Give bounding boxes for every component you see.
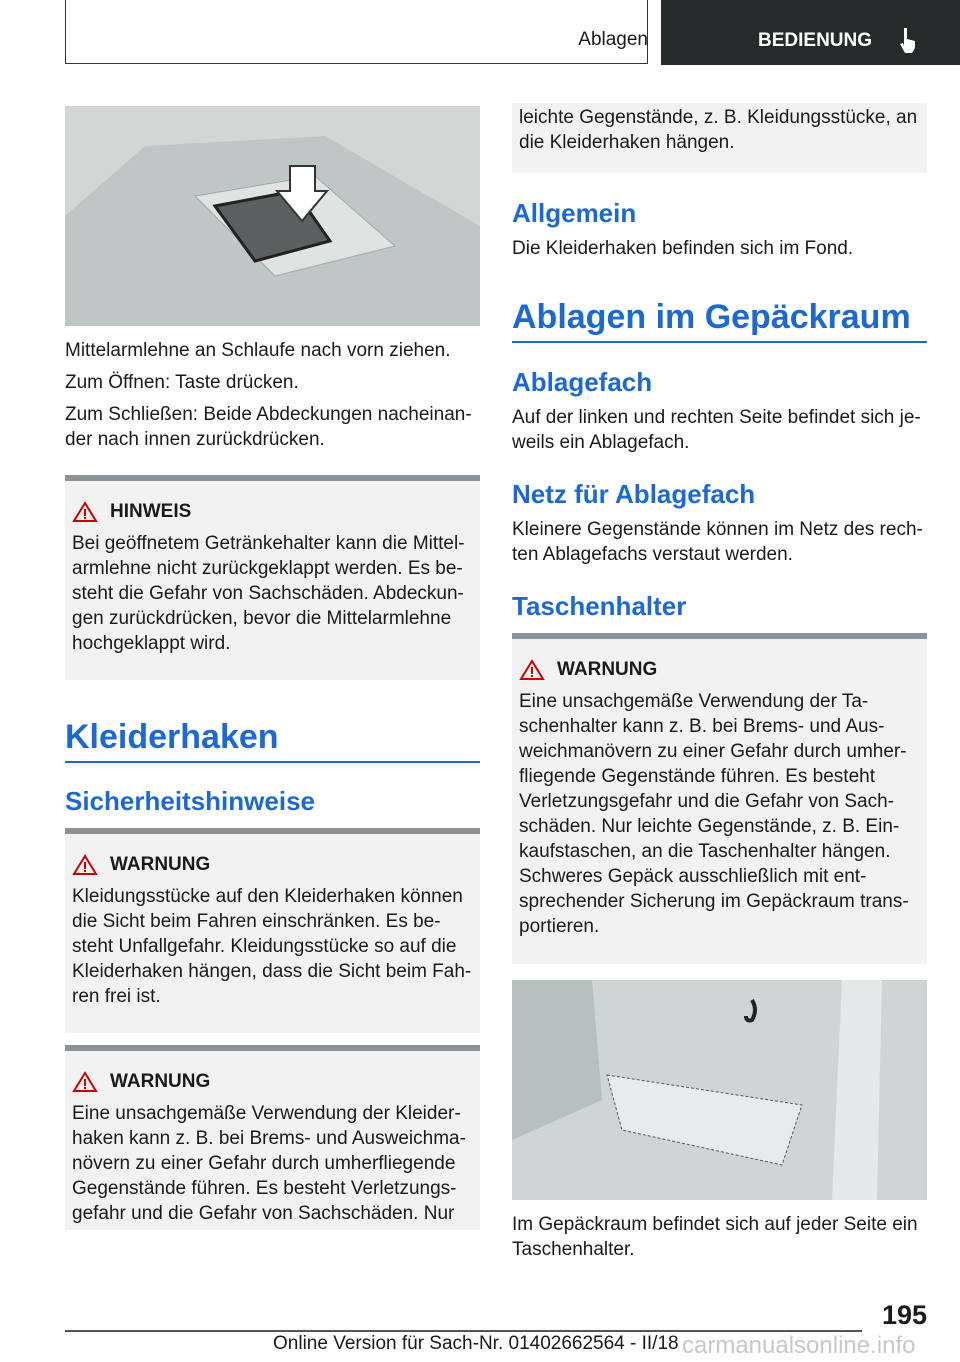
- warning-box: [65, 1045, 480, 1230]
- armrest-illustration: [65, 106, 480, 326]
- warning-title: WARNUNG: [557, 659, 658, 680]
- hand-pointer-icon: [897, 26, 919, 54]
- instruction-open: Zum Öffnen: Taste drücken.: [65, 372, 299, 393]
- heading-netz: Netz für Ablagefach: [512, 479, 756, 509]
- note-box: [65, 475, 480, 680]
- instruction-close: Zum Schließen: Beide Abdeckungen nacheinan-der nach innen zurückdrücken.: [65, 404, 472, 450]
- header-frame: [65, 0, 648, 64]
- warning-text: Eine unsachgemäße Verwendung der Ta-schenhalter kann z. B. bei Brems- und Aus-weichmanövern zu einer Gefahr durch umher-fliegende Gegenstände führen. Es besteht Verletzungsgefahr und die Gefahr von Sach-schäden. Nur leichte Gegenstände, z. B. Ein-kaufstaschen, an die Taschenhalter hängen. Schweres Gepäck ausschließlich mit ent-sprechender Sicherung im Gepäckraum trans-portieren.: [519, 691, 909, 937]
- netz-text: Kleinere Gegenstände können im Netz des rech-ten Ablagefachs verstaut werden.: [512, 519, 923, 565]
- heading-kleiderhaken: Kleiderhaken: [65, 718, 480, 763]
- warning-title: WARNUNG: [110, 1071, 211, 1092]
- warning-text: Kleidungsstücke auf den Kleiderhaken können die Sicht beim Fahren einschränken. Es be-steht Unfallgefahr. Kleidungsstücke so auf die Kleiderhaken hängen, dass die Sicht beim Fah-ren frei ist.: [72, 886, 472, 1007]
- warning-title: WARNUNG: [110, 854, 211, 875]
- trunk-image: [512, 980, 927, 1200]
- page-number: 195: [881, 1300, 927, 1330]
- warning-box: [512, 633, 927, 964]
- chapter-tab[interactable]: [661, 0, 960, 65]
- instruction-pull: Mittelarmlehne an Schlaufe nach vorn ziehen.: [65, 340, 451, 361]
- allgemein-text: Die Kleiderhaken befinden sich im Fond.: [512, 238, 854, 259]
- note-title: HINWEIS: [110, 501, 192, 522]
- section-title: Ablagen: [578, 29, 648, 50]
- warning-continued: [512, 103, 927, 173]
- ablagefach-text: Auf der linken und rechten Seite befindet sich je-weils ein Ablagefach.: [512, 407, 921, 453]
- note-text: Bei geöffnetem Getränkehalter kann die Mittel-armlehne nicht zurückgeklappt werden. Es be-steht die Gefahr von Sachschäden. Abdeckun-gen zurückdrücken, bevor die Mittelarmlehne hochgeklappt wird.: [72, 533, 465, 654]
- warning-triangle-icon: [519, 659, 545, 681]
- heading-sicherheitshinweise: Sicherheitshinweise: [65, 786, 315, 816]
- heading-ablagefach: Ablagefach: [512, 367, 653, 397]
- armrest-image: [65, 106, 480, 326]
- chapter-title: BEDIENUNG: [758, 30, 873, 51]
- footer-version: Online Version für Sach-Nr. 01402662564 - II/18: [273, 1333, 679, 1354]
- trunk-caption: Im Gepäckraum befindet sich auf jeder Seite ein Taschenhalter.: [512, 1214, 918, 1260]
- warning-triangle-icon: [72, 1071, 98, 1093]
- heading-taschenhalter: Taschenhalter: [512, 591, 687, 621]
- heading-allgemein: Allgemein: [512, 198, 637, 228]
- warning-triangle-icon: [72, 501, 98, 523]
- trunk-illustration: [512, 980, 927, 1200]
- heading-ablagen-gepaeckraum: Ablagen im Gepäckraum: [512, 298, 927, 343]
- warning-text: leichte Gegenstände, z. B. Kleidungsstücke, an die Kleiderhaken hängen.: [519, 107, 918, 153]
- warning-text: Eine unsachgemäße Verwendung der Kleider-haken kann z. B. bei Brems- und Ausweichma-növern zu einer Gefahr durch umherfliegende Gegenstände führen. Es besteht Verletzungs-gefahr und die Gefahr von Sachschäden. Nur: [72, 1103, 466, 1224]
- warning-triangle-icon: [72, 854, 98, 876]
- watermark: carmanualsonline.info: [682, 1332, 916, 1359]
- warning-box: [65, 828, 480, 1033]
